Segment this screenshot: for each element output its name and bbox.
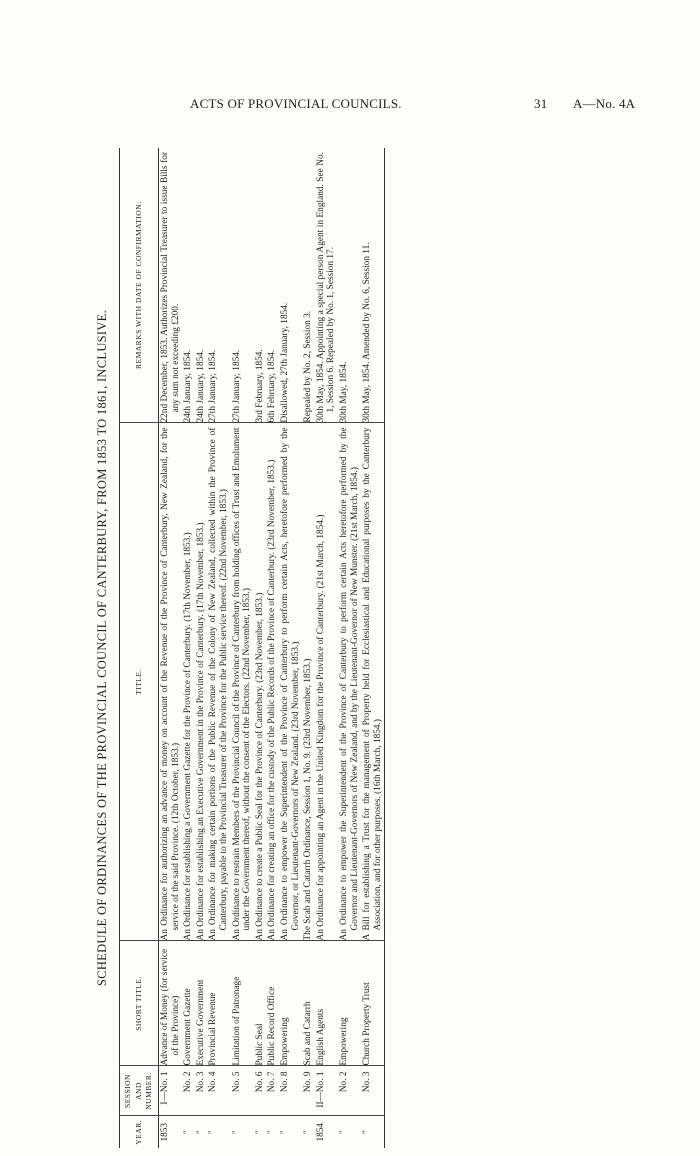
cell-number: No. 5 bbox=[231, 1066, 254, 1116]
cell-number: No. 2 bbox=[338, 1066, 361, 1116]
table-row bbox=[338, 148, 361, 1148]
cell-year: " bbox=[362, 1130, 373, 1135]
cell-title: An Ordinance to empower the Superintendent of the Province of Canterbury to perform certain Acts heretofore performed by the Governor and Lieutenant-Governors of New Zealand, and by the Lieutenant-Governor of New Munster. (21st March, 1854.) bbox=[338, 423, 361, 941]
cell-short-title: Public Seal bbox=[254, 941, 267, 1066]
table-row bbox=[195, 148, 208, 1148]
cell-title: An Ordinance to restrain Members of the Provincial Council of the Province of Canterbury from holding offices of Trust and Emolument under the Government thereof, without the consent of the Electors. (22nd November, 1853.) bbox=[231, 423, 254, 941]
cell-remarks: 30th May, 1854. Amended by No. 6, Session 11. bbox=[361, 148, 385, 423]
cell-title: An Ordinance for making certain portions of the Public Revenue of the Colony of New Zealand, collected within the Province of Canterbury, payable to the Provincial Treasurer of the Province for the Public service thereof. (22nd November, 1853.) bbox=[207, 423, 230, 941]
cell-remarks: 24th January, 1854. bbox=[182, 148, 195, 423]
cell-short-title: Public Record Office bbox=[266, 941, 279, 1066]
cell-title: An Ordinance to create a Public Seal for the Province of Canterbury. (23rd November, 1853.) bbox=[254, 423, 267, 941]
column-header-remarks: REMARKS WITH DATE OF CONFIRMATION. bbox=[120, 148, 159, 423]
cell-number: No. 9 bbox=[302, 1066, 315, 1116]
cell-short-title: Limitation of Patronage bbox=[231, 941, 254, 1066]
cell-number: No. 6 bbox=[254, 1066, 267, 1116]
table-row bbox=[361, 148, 385, 1148]
column-header-year: YEAR. bbox=[120, 1116, 159, 1148]
cell-year: " bbox=[183, 1130, 194, 1135]
column-header-short-title: SHORT TITLE. bbox=[120, 941, 159, 1066]
cell-title: An Ordinance for establishing an Executive Government in the Province of Canterbury. (17th November, 1853.) bbox=[195, 423, 208, 941]
cell-short-title: Executive Government bbox=[195, 941, 208, 1066]
cell-remarks: 27th January, 1854. bbox=[207, 148, 230, 423]
table-row bbox=[266, 148, 279, 1148]
cell-number: No. 2 bbox=[182, 1066, 195, 1116]
cell-year: 1853 bbox=[160, 1122, 170, 1142]
schedule-title: SCHEDULE OF ORDINANCES OF THE PROVINCIAL COUNCIL OF CANTERBURY, FROM 1853 TO 1861, INCLUSIVE. bbox=[95, 309, 109, 987]
cell-short-title: Advance of Money (for service of the Province) bbox=[159, 941, 183, 1066]
cell-title: A Bill for establishing a Trust for the management of Property held for Ecclesiastical and Educational purposes by the Canterbury Association, and for other purposes. (16th March, 1854.) bbox=[361, 423, 385, 941]
table-row bbox=[182, 148, 195, 1148]
cell-remarks: 22nd December, 1853. Authorizes Provincial Treasurer to issue Bills for any sum not exceeding £200. bbox=[159, 148, 183, 423]
cell-short-title: English Agents bbox=[315, 941, 338, 1066]
cell-number: II—No. 1 bbox=[315, 1066, 338, 1116]
column-header-session: SESSION AND NUMBER. bbox=[120, 1066, 159, 1116]
cell-number: No. 4 bbox=[207, 1066, 230, 1116]
cell-title: An Ordinance for appointing an Agent in the United Kingdom for the Province of Canterbury. (21st March, 1854.) bbox=[315, 423, 338, 941]
cell-number: No. 3 bbox=[195, 1066, 208, 1116]
table-row bbox=[207, 148, 230, 1148]
table-row bbox=[231, 148, 254, 1148]
table-row bbox=[279, 148, 302, 1148]
table-header-row bbox=[120, 148, 159, 1148]
cell-short-title: Empowering bbox=[338, 941, 361, 1066]
cell-year: " bbox=[195, 1130, 206, 1135]
cell-short-title: Government Gazette bbox=[182, 941, 195, 1066]
cell-title: An Ordinance for creating an office for the custody of the Public Records of the Province of Canterbury. (23rd November, 1853.) bbox=[266, 423, 279, 941]
cell-remarks: 24th January, 1854. bbox=[195, 148, 208, 423]
cell-number: I—No. 1 bbox=[159, 1066, 183, 1116]
cell-remarks: 6th February, 1854. bbox=[266, 148, 279, 423]
table-row bbox=[254, 148, 267, 1148]
cell-remarks: 30th May, 1854. Appointing a special person Agent in England. See No. 1, Session 6. Repealed by No. 1, Session 17. bbox=[315, 148, 338, 423]
cell-remarks: Repealed by No. 2, Session 3. bbox=[302, 148, 315, 423]
table-body bbox=[159, 148, 385, 1148]
page-number: 31 bbox=[534, 96, 548, 111]
cell-year: " bbox=[208, 1130, 219, 1135]
cell-remarks: Disallowed, 27th January, 1854. bbox=[279, 148, 302, 423]
cell-year: 1854 bbox=[315, 1122, 326, 1142]
cell-short-title: Scab and Catarrh bbox=[302, 941, 315, 1066]
cell-title: An Ordinance for establishing a Government Gazette for the Province of Canterbury. (17th November, 1853.) bbox=[182, 423, 195, 941]
cell-title: The Scab and Catarrh Ordinance, Session 1, No. 9. (23rd November, 1853.) bbox=[302, 423, 315, 941]
rotated-schedule bbox=[95, 140, 655, 1156]
table-row bbox=[315, 148, 338, 1148]
cell-title: An Ordinance for authorizing an advance of money on account of the Revenue of the Province of Canterbury, New Zealand, for the service of the said Province. (12th October, 1853.) bbox=[159, 423, 183, 941]
running-title: ACTS OF PROVINCIAL COUNCILS. bbox=[190, 96, 402, 111]
document-reference: A—No. 4A bbox=[573, 96, 636, 111]
cell-short-title: Empowering bbox=[279, 941, 302, 1066]
cell-year: " bbox=[267, 1130, 278, 1135]
cell-short-title: Provincial Revenue bbox=[207, 941, 230, 1066]
cell-year: " bbox=[231, 1130, 242, 1135]
cell-year: " bbox=[279, 1130, 290, 1135]
table-row bbox=[159, 148, 183, 1148]
cell-remarks: 30th May, 1854. bbox=[338, 148, 361, 423]
cell-year: " bbox=[303, 1130, 314, 1135]
page-header bbox=[0, 96, 700, 116]
column-header-title: TITLE. bbox=[120, 423, 159, 941]
cell-year: " bbox=[338, 1130, 349, 1135]
cell-number: No. 8 bbox=[279, 1066, 302, 1116]
table-row bbox=[302, 148, 315, 1148]
cell-year: " bbox=[254, 1130, 265, 1135]
cell-short-title: Church Property Trust bbox=[361, 941, 385, 1066]
cell-number: No. 3 bbox=[361, 1066, 385, 1116]
cell-title: An Ordinance to empower the Superintendent of the Province of Canterbury to perform certain Acts, heretofore performed by the Governor, or Lieutenant-Governors of New Zealand. (23rd November, 1853.) bbox=[279, 423, 302, 941]
cell-number: No. 7 bbox=[266, 1066, 279, 1116]
cell-remarks: 3rd February, 1854. bbox=[254, 148, 267, 423]
cell-remarks: 27th January, 1854. bbox=[231, 148, 254, 423]
ordinances-table bbox=[119, 148, 385, 1148]
